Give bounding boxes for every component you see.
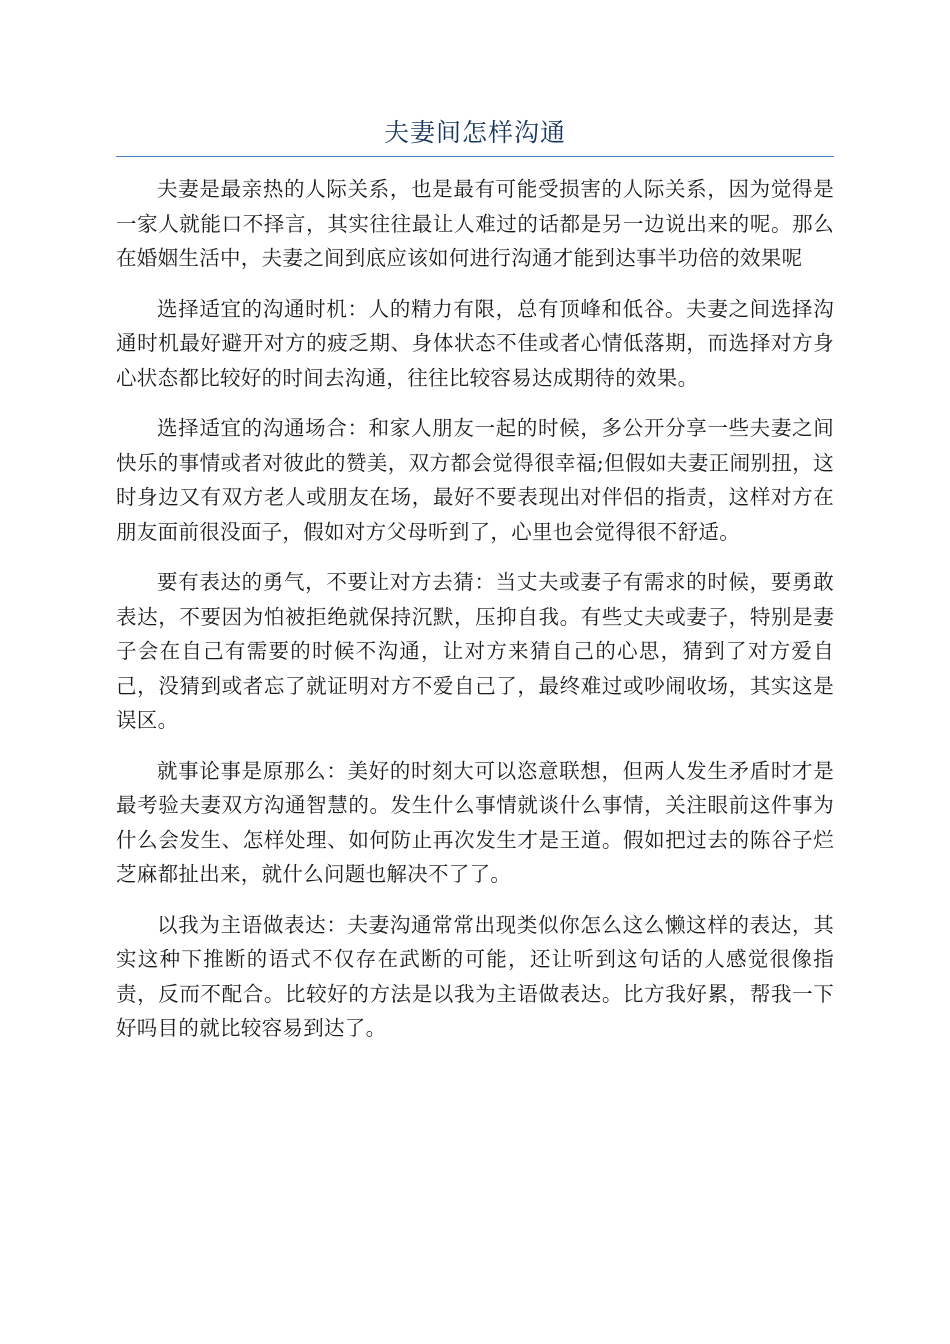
- document-body: [116, 172, 834, 1062]
- title-block: [116, 110, 834, 157]
- paragraph-on-the-matter: 就事论事是原那么：美好的时刻大可以恣意联想，但两人发生矛盾时才是最考验夫妻双方沟通智慧的。发生什么事情就谈什么事情，关注眼前这件事为什么会发生、怎样处理、如何防止再次发生才是王道。假如把过去的陈谷子烂芝麻都扯出来，就什么问题也解决不了了。: [116, 758, 834, 886]
- paragraph-courage: 要有表达的勇气，不要让对方去猜：当丈夫或妻子有需求的时候，要勇敢表达，不要因为怕被拒绝就保持沉默，压抑自我。有些丈夫或妻子，特别是妻子会在自己有需要的时候不沟通，让对方来猜自己的心思，猜到了对方爱自己，没猜到或者忘了就证明对方不爱自己了，最终难过或吵闹收场，其实这是误区。: [116, 570, 834, 732]
- paragraph-intro: 夫妻是最亲热的人际关系，也是最有可能受损害的人际关系，因为觉得是一家人就能口不择言，其实往往最让人难过的话都是另一边说出来的呢。那么在婚姻生活中，夫妻之间到底应该如何进行沟通才能到达事半功倍的效果呢: [116, 177, 834, 270]
- paragraph-i-statements: 以我为主语做表达：夫妻沟通常常出现类似你怎么这么懒这样的表达，其实这种下推断的语式不仅存在武断的可能，还让听到这句话的人感觉很像指责，反而不配合。比较好的方法是以我为主语做表达。比方我好累，帮我一下好吗目的就比较容易到达了。: [116, 912, 834, 1040]
- paragraph-timing: 选择适宜的沟通时机：人的精力有限，总有顶峰和低谷。夫妻之间选择沟通时机最好避开对方的疲乏期、身体状态不佳或者心情低落期，而选择对方身心状态都比较好的时间去沟通，往往比较容易达成期待的效果。: [116, 296, 834, 390]
- page-title: 夫妻间怎样沟通: [383, 118, 566, 147]
- paragraph-setting: 选择适宜的沟通场合：和家人朋友一起的时候，多公开分享一些夫妻之间快乐的事情或者对彼此的赞美，双方都会觉得很幸福;但假如夫妻正闹别扭，这时身边又有双方老人或朋友在场，最好不要表现出对伴侣的指责，这样对方在朋友面前很没面子，假如对方父母听到了，心里也会觉得很不舒适。: [116, 416, 834, 544]
